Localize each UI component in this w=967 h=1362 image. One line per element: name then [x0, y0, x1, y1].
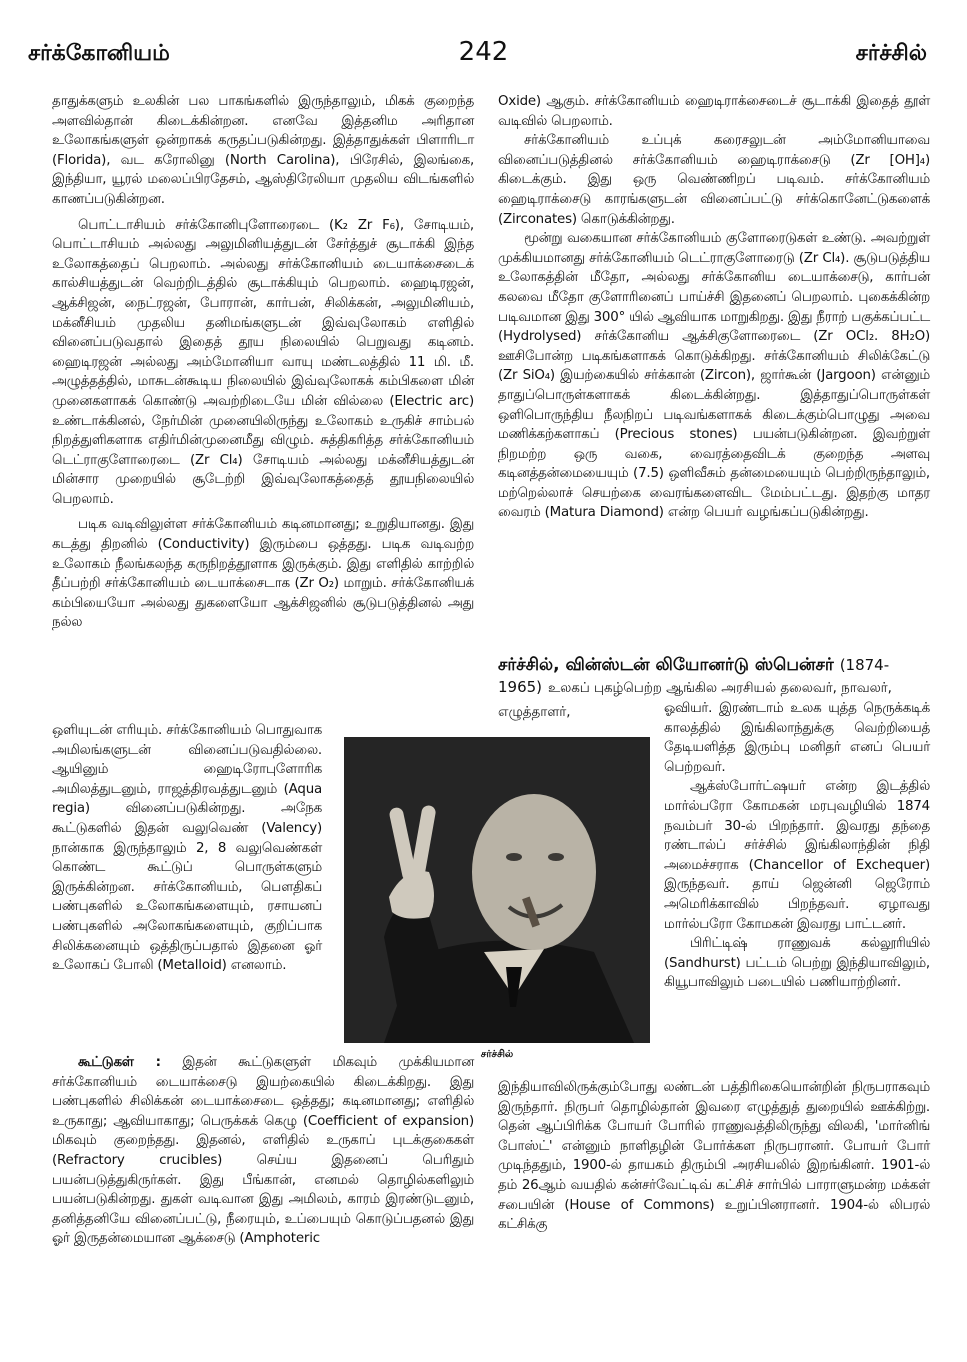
paragraph: மூன்று வகையான சர்க்கோனியம் குளோரைடுகள் உண்டு. அவற்றுள் முக்கியமானது சர்க்கோனியம் டெட்ராகுளோரைடு (Zr Cl₄). சூடுபடுத்திய உலோகத்தின் மீதோ, அல்லது சர்க்கோனிய டையாக்சைடு, கார்பன் கலவை மீதோ குளோரினைப் பாய்ச்சி இதனைப் பெறலாம். புகைக்கின்ற படிவமான இது 300° யில் ஆவியாக மாறுகிறது. இது நீராற் பகுக்கப்பட்ட (Hydrolysed) சர்க்கோனிய ஆக்சிகுளோரைடை (Zr OCl₂. 8H₂O) ஊசிபோன்ற படிகங்களாகக் கொடுக்கிறது. சர்க்கோனியம் சிலிக்கேட்டு (Zr SiO₄) இயற்கையில் சர்க்கான் (Zircon), ஜார்கூன் (Jargoon) என்னும் தாதுப்பொருள்களாகக் கிடைக்கின்றது. இத்தாதுப்பொருள்கள் ஒளிபொருந்திய நீலநிறப் படிவங்களாகக் கிடைக்கும்பொழுது அவை மணிக்கற்களாகப் (Precious stones) பயன்படுகின்றன. இவற்றுள் நிறமற்ற ஒரு வகை, வைரத்தைவிடக் குறைந்த அளவு கடினத்தன்மையையும் (7.5) ஒளிவீசும் தன்மையையும் பெற்றிருந்தாலும், மற்றெல்லாச் செயற்கை வைரங்களைவிட மேம்பட்டது. இதற்கு மாதர வைரம் (Matura Diamond) என்ற பெயர் வழங்கப்படுகின்றது.	[498, 231, 930, 521]
running-head-left: சர்க்கோனியம்	[28, 41, 170, 66]
entry-dates: (1874-1965)	[498, 656, 890, 696]
entry-lead: உலகப் புகழ்பெற்ற ஆங்கில அரசியல் தலைவர், நாவலர், எழுத்தாளர்,	[498, 681, 892, 720]
churchill-portrait	[344, 737, 650, 1043]
right-narrow-column	[664, 699, 930, 993]
right-column	[498, 92, 930, 523]
paragraph: Oxide) ஆகும். சர்க்கோனியம் ஹைடிராக்சைடைச் சூடாக்கி இதைத் தூள் வடிவில் பெறலாம்.	[498, 94, 930, 129]
paragraph: இதன் கூட்டுகளுள் மிகவும் முக்கியமான சர்க்கோனியம் டையாக்சைடு இயற்கையில் கிடைக்கிறது. இது பண்புகளில் சிலிக்கன் டையாக்சைடை ஒத்தது; கடினமானது; எளிதில் உருகாது; ஆவியாகாது; பெருக்கக் கெழு (Coefficient of expansion) மிகவும் குறைந்தது. இதனல், எளிதில் உருகாப் புடக்குகைகள் (Refractory crucibles) செய்ய இதனைப் பெரிதும் பயன்படுத்துகிருர்கள். இது பீங்கான், எனமல் தொழில்களிலும் பயன்படுகின்றது. துகள் வடிவான இது அமிலம், காரம் இரண்டுடனும், தனித்தனியே வினைப்பட்டு, நீரையும், உப்பையும் கொடுப்பதனல் இது ஓர் இருதன்மையான ஆக்சைடு (Amphoteric	[52, 1055, 474, 1247]
running-head-right: சர்ச்சில்	[855, 41, 927, 66]
entry-title: சர்ச்சில், வின்ஸ்டன் லியோனர்டு ஸ்பென்சர்	[498, 655, 834, 675]
paragraph: ஓவியர். இரண்டாம் உலக யுத்த நெருக்கடிக் காலத்தில் இங்கிலாந்துக்கு வெற்றியைத் தேடியளித்த இரும்பு மனிதர் எனப் பெயர் பெற்றவர்.	[664, 701, 930, 775]
paragraph: ஒளியுடன் எரியும். சர்க்கோனியம் பொதுவாக அமிலங்களுடன் வினைப்படுவதில்லை. ஆயினும் ஹைடிரோபுளோரிக அமிலத்துடனும், ராஜத்திரவத்துடனும் (Aqua regia) வினைப்படுகின்றது. அநேக கூட்டுகளில் இதன் வலுவெண் (Valency) நான்காக இருந்தாலும் 2, 8 வலுவெண்கள் கொண்ட கூட்டுப் பொருள்களும் இருக்கின்றன. சர்க்கோனியம், பௌதிகப் பண்புகளில் உலோகங்களையும், ரசாயனப் பண்புகளில் அலோகங்களையும், குறிப்பாக சிலிக்கனையும் ஒத்திருப்பதால் இதனை ஓர் உலோகப் போலி (Metalloid) எனலாம்.	[52, 723, 322, 974]
page-number: 242	[458, 37, 509, 67]
paragraph: படிக வடிவிலுள்ள சர்க்கோனியம் கடினமானது; உறுதியானது. இது கடத்து திறனில் (Conductivity) இரும்பை ஒத்தது. படிக வடிவற்ற உலோகம் நீலங்கலந்த கருநிறத்தூளாக இருக்கும். இது எளிதில் காற்றில் தீப்பற்றி சர்க்கோனியம் டையாக்சைடாக (Zr O₂) மாறும். சர்க்கோனியக் கம்பியையோ அல்லது துகளையோ ஆக்சிஜனில் சூடுபடுத்தினல் அது நல்ல	[52, 517, 474, 631]
photo-caption: சர்ச்சில்	[480, 1049, 514, 1060]
left-column	[52, 92, 474, 633]
paragraph: இந்தியாவிலிருக்கும்போது லண்டன் பத்திரிகையொன்றின் நிருபராகவும் இருந்தார். நிருபர் தொழில்தான் இவரை எழுத்துத் துறையில் ஊக்கிற்று. தென் ஆப்பிரிக்க போயர் போரில் ராணுவத்திலிருந்து விலகி, 'மார்னிங் போஸ்ட்' என்னும் நாளிதழின் போர்க்கள நிருபரானர். போயர் போர் முடிந்ததும், 1900-ல் தாயகம் திரும்பி அரசியலில் இறங்கினர். 1901-ல் தம் 26ஆம் வயதில் கன்சர்வேட்டிவ் கட்சிச் சார்பில் பாராளுமன்ற மக்கள் சபையின் (House of Commons) உறுப்பினரானர். 1904-ல் லிபரல் கட்சிக்கு	[498, 1080, 930, 1233]
left-narrow-column	[52, 721, 322, 976]
paragraph: தாதுக்களும் உலகின் பல பாகங்களில் இருந்தாலும், மிகக் குறைந்த அளவில்தான் கிடைக்கின்றன. எனவே இத்தனிம அரிதான உலோகங்களுள் ஒன்றாகக் கருதப்படுகின்றது. இத்தாதுக்கள் பிளாரிடா (Florida), வட கரோலினு (North Carolina), பிரேசில், இலங்கை, இந்தியா, யூரல் மலைப்பிரதேசம், ஆஸ்திரேலியா முதலிய விடங்களில் காணப்படுகின்றன.	[52, 94, 474, 207]
right-bottom-column	[498, 1078, 930, 1235]
portrait-photo	[344, 737, 650, 1043]
paragraph: ஆக்ஸ்போர்ட்ஷயர் என்ற இடத்தில் மார்ல்பரோ கோமகன் மரபுவழியில் 1874 நவம்பர் 30-ல் பிறந்தார். இவரது தந்தை ரண்டால்ப் சர்ச்சில் இங்கிலாந்தின் நிதி அமைச்சராக (Chancellor of Exchequer) இருந்தவர். தாய் ஜென்னி ஜெரோம் அமெரிக்காவில் பிறந்தவர். ஏழாவது மார்ல்பரோ கோமகன் இவரது பாட்டனர்.	[664, 779, 930, 932]
paragraph: சர்க்கோனியம் உப்புக் கரைசலுடன் அம்மோனியாவை வினைப்படுத்தினல் சர்க்கோனியம் ஹைடிராக்சைடு (Zr [OH]₄) கிடைக்கும். இது ஒரு வெண்ணிறப் படிவம். சர்க்கோனியம் ஹைடிராக்சைடு காரங்களுடன் வினைப்பட்டு சர்க்கொனேட்டுகளைக் (Zirconates) கொடுக்கின்றது.	[498, 133, 930, 227]
paragraph: பொட்டாசியம் சர்க்கோனிபுளோரைடை (K₂ Zr F₆), சோடியம், பொட்டாசியம் அல்லது அலுமினியத்துடன் சேர்த்துச் சூடாக்கி இந்த உலோகத்தைப் பெறலாம். அல்லது சர்க்கோனியம் டையாக்சைடைக் கால்சியத்துடன் வெற்றிடத்தில் சூடாக்கியும் பெறலாம். ஹைடிரஜன், ஆக்சிஜன், நைட்ரஜன், போரான், கார்பன், சிலிக்கன், அலுமினியம், மக்னீசியம் முதலிய தனிமங்களுடன் இவ்வுலோகம் எளிதில் வினைப்படுவதால் இதைத் தூய நிலையில் பெறுவது கடினம். ஹைடிரஜன் அல்லது அம்மோனியா வாயு மண்டலத்தில் 11 மி. மீ. அழுத்தத்தில், மாசுடன்கூடிய நிலையில் இவ்வுலோகக் கம்பிகளை மின் முனைகளாகக் கொண்டு அவற்றிடையே மின் வில்லை (Electric arc) உண்டாக்கினல், நேர்மின் முனையிலிருந்து உலோகம் உருகிச் சாம்பல் நிறத்துளிகளாக எதிர்மின்முனைமீது விழும். சுத்திகரித்த சர்க்கோனியம் டெட்ராகுளோரைடை (Zr Cl₄) சோடியம் அல்லது மக்னீசியத்துடன் மின்சார முறையில் சூடேற்றி இவ்வுலோகத்தைத் தூயநிலையில் பெறலாம்.	[52, 217, 474, 507]
left-bottom-column	[52, 1053, 474, 1249]
paragraph: பிரிட்டிஷ் ராணுவக் கல்லூரியில் (Sandhurst) பட்டம் பெற்று இந்தியாவிலும், கியூபாவிலும் படையில் பணியாற்றினர்.	[664, 936, 930, 991]
compounds-label: கூட்டுகள் :	[78, 1055, 161, 1070]
